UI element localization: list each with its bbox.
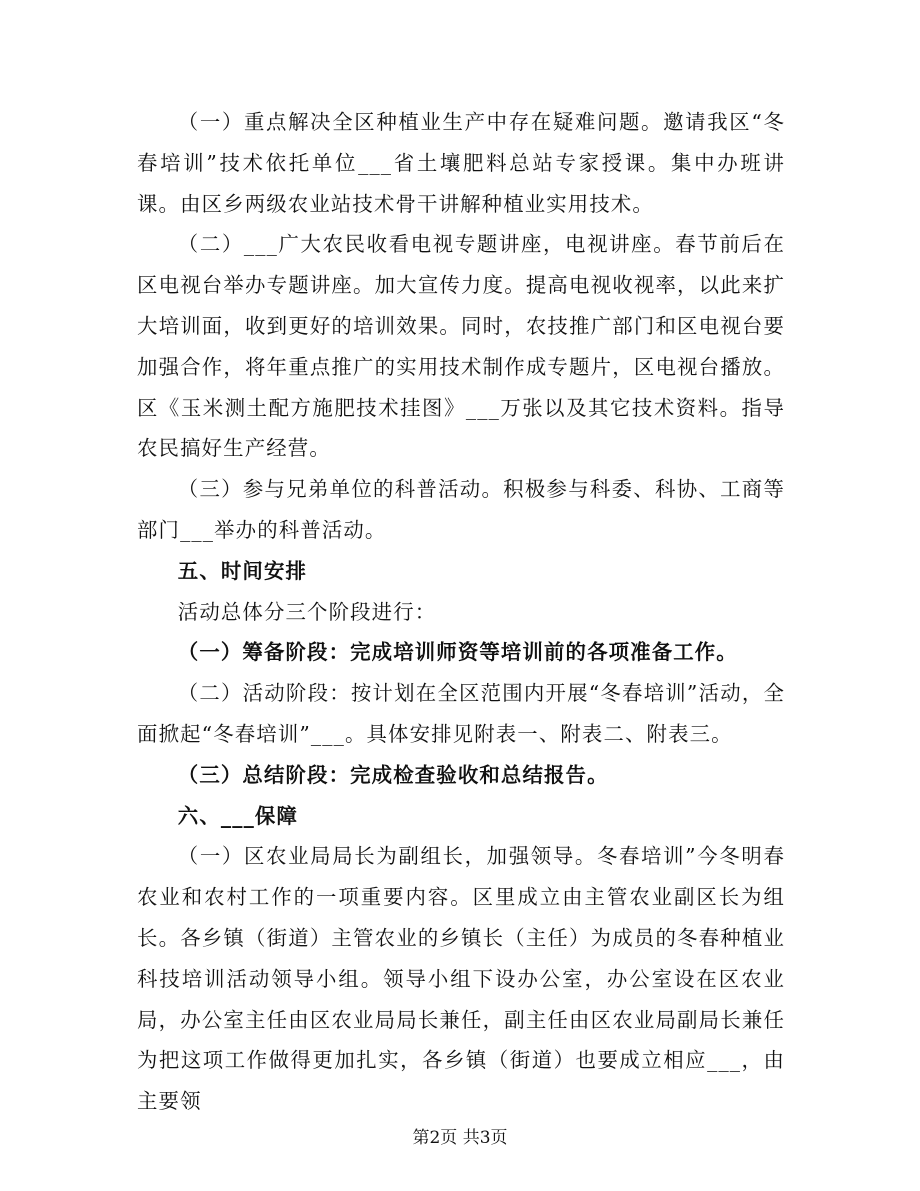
paragraph-1: （一）重点解决全区种植业生产中存在疑难问题。邀请我区“冬春培训”技术依托单位___省土壤肥料总站专家授课。集中办班讲课。由区乡两级农业站技术骨干讲解种植业实用技术。 — [137, 110, 785, 216]
paragraph-4: 活动总体分三个阶段进行： — [177, 599, 437, 624]
paragraph-2: （二）___广大农民收看电视专题讲座，电视讲座。春节前后在区电视台举办专题讲座。加大宣传力度。提高电视收视率，以此来扩大培训面，收到更好的培训效果。同时，农技推广部门和区电视台要加强合作，将年重点推广的实用技术制作成专题片，区电视台播放。区《玉米测土配方施肥技术挂图》___万张以及其它技术资料。指导农民搞好生产经营。 — [137, 232, 785, 461]
phase-preparation: （一）筹备阶段：完成培训师资等培训前的各项准备工作。 — [177, 640, 738, 665]
phase-summary: （三）总结阶段：完成检查验收和总结报告。 — [177, 762, 609, 787]
section-heading-time-arrangement: 五、时间安排 — [177, 558, 308, 583]
phase-activity: （二）活动阶段：按计划在全区范围内开展“冬春培训”活动，全面掀起“冬春培训”___。具体安排见附表一、附表二、附表三。 — [137, 681, 785, 746]
paragraph-3: （三）参与兄弟单位的科普活动。积极参与科委、科协、工商等部门___举办的科普活动。 — [137, 477, 785, 542]
page-footer: 第2页 共3页 — [412, 1128, 508, 1148]
paragraph-5: （一）区农业局局长为副组长，加强领导。冬春培训”今冬明春农业和农村工作的一项重要内容。区里成立由主管农业副区长为组长。各乡镇（街道）主管农业的乡镇长（主任）为成员的冬春种植业科技培训活动领导小组。领导小组下设办公室，办公室设在区农业局，办公室主任由区农业局局长兼任，副主任由区农业局副局长兼任为把这项工作做得更加扎实，各乡镇（街道）也要成立相应___，由主要领 — [137, 844, 785, 1114]
section-heading-guarantee: 六、___保障 — [177, 803, 298, 828]
document-body — [137, 102, 785, 1122]
